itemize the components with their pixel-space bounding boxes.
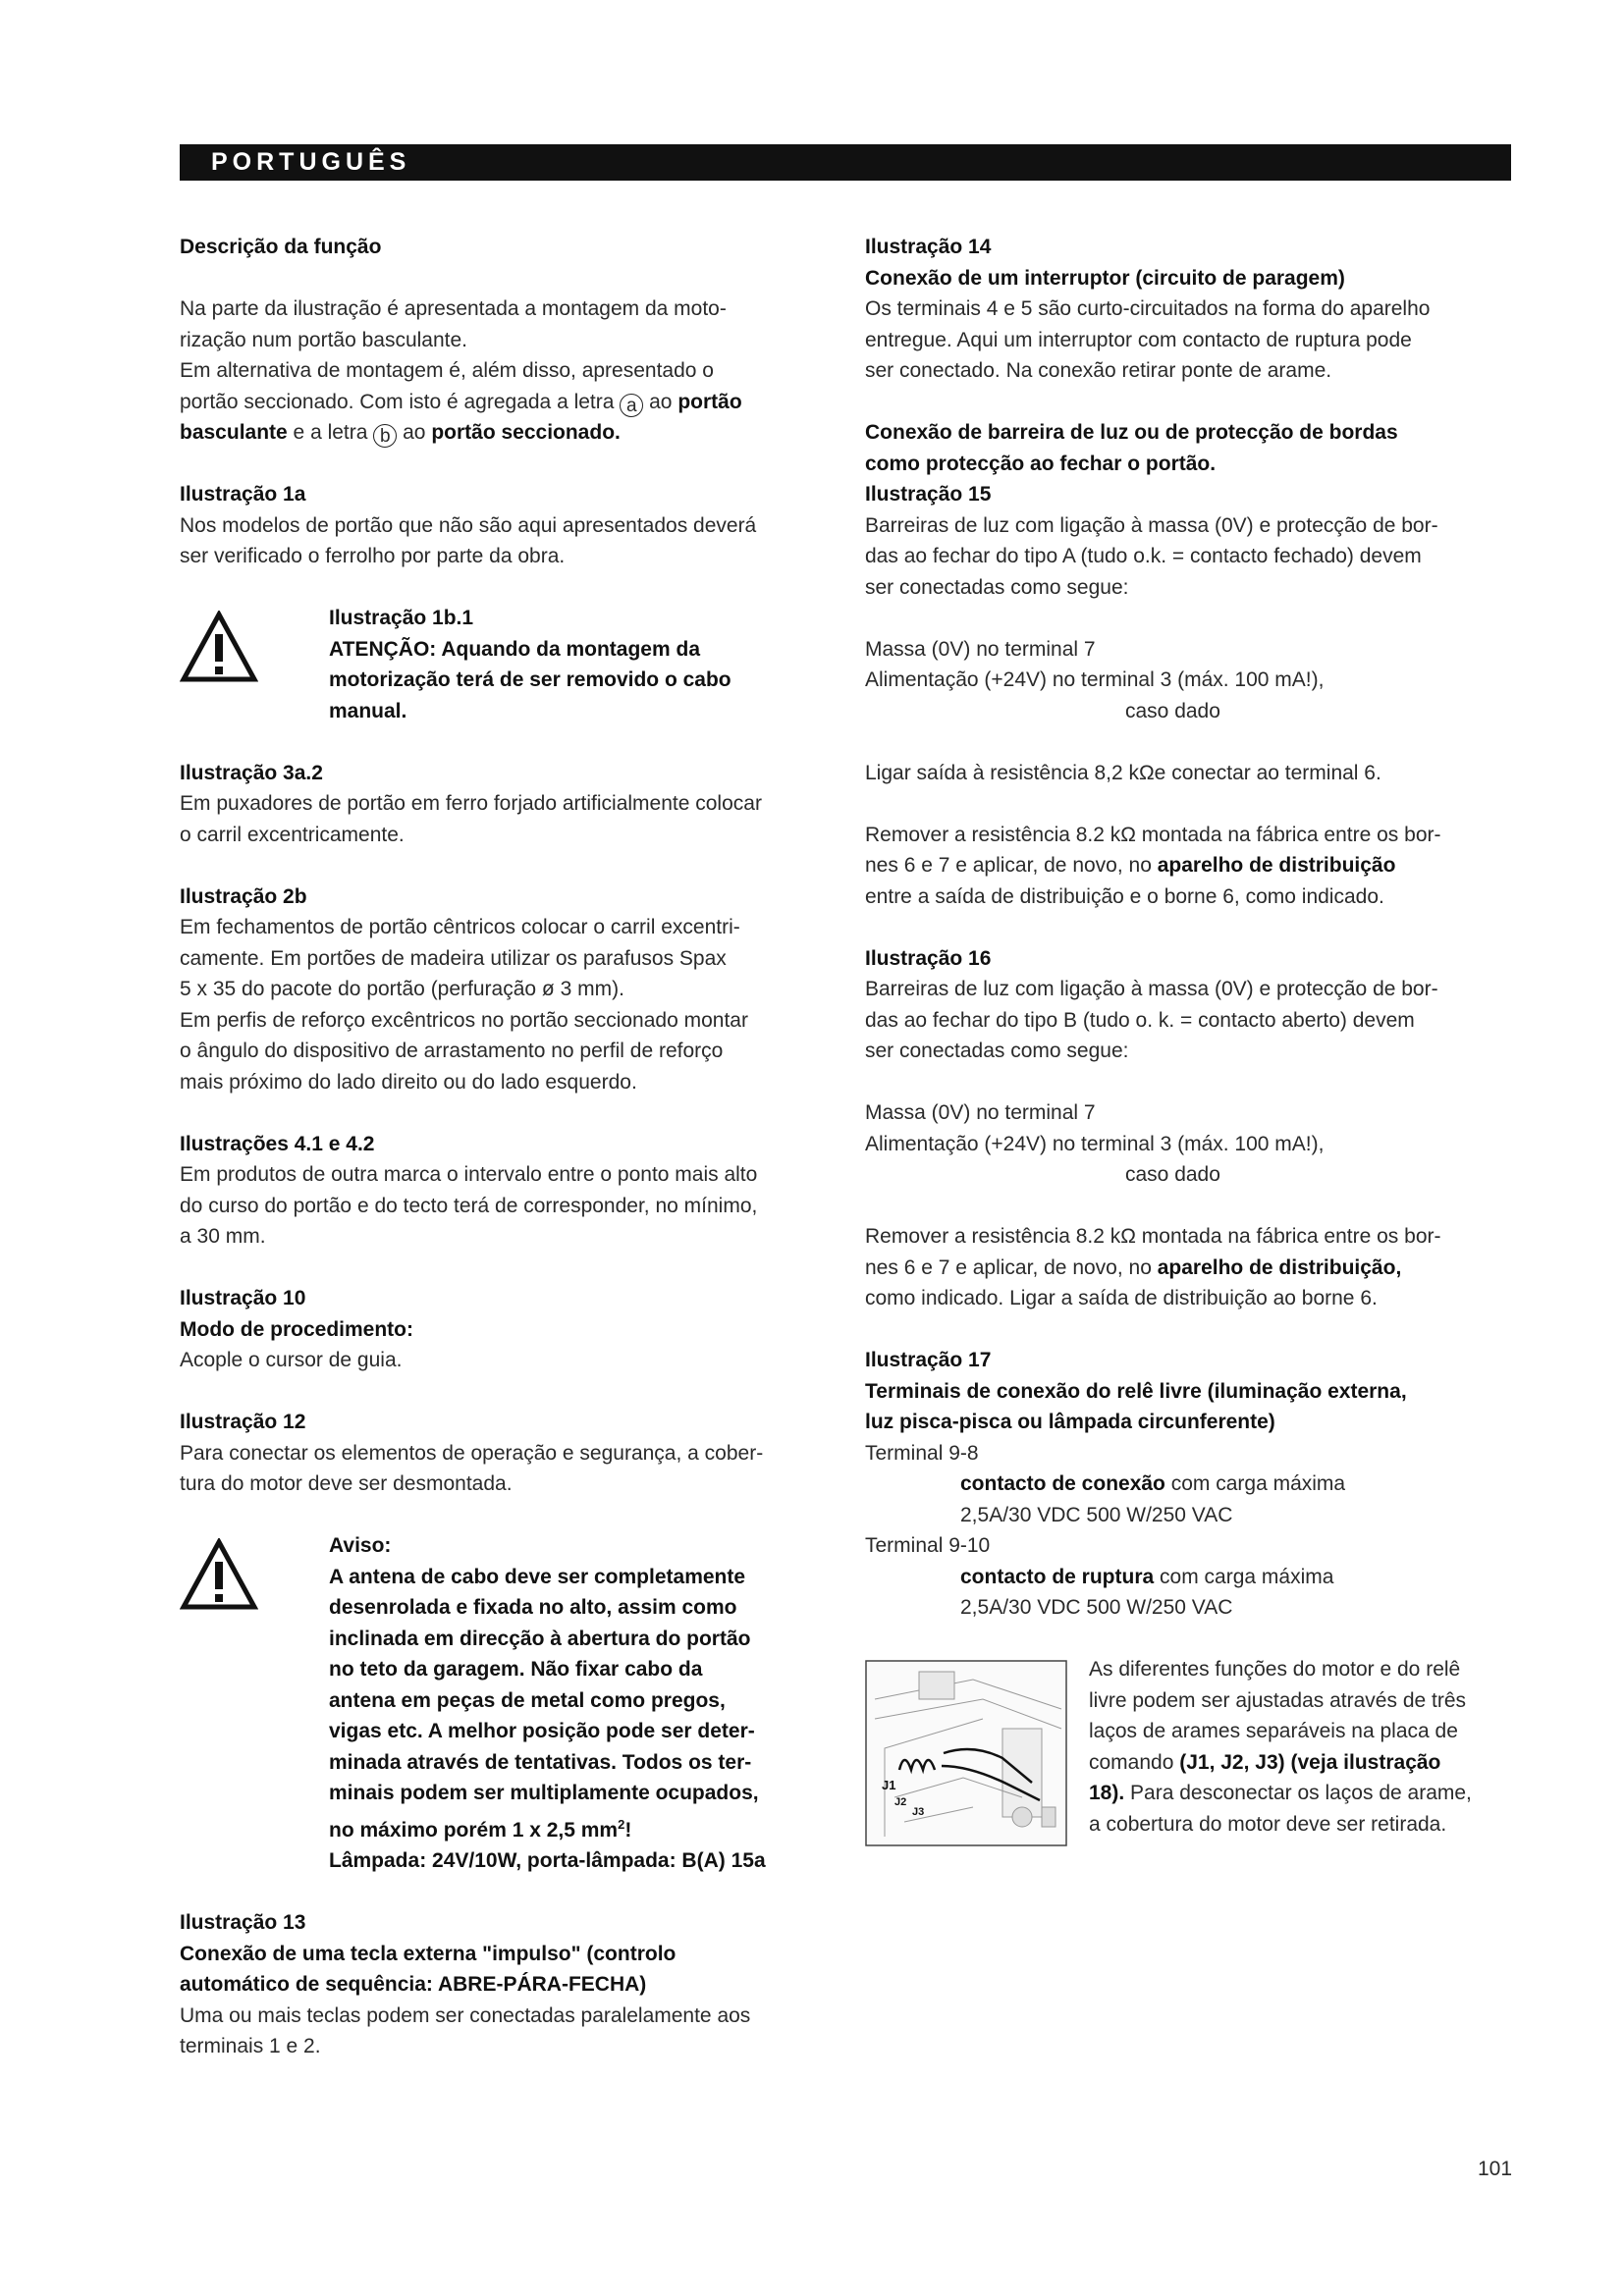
section-subheading: Conexão de um interruptor (circuito de paragem): [865, 266, 1345, 290]
section-subheading: luz pisca-pisca ou lâmpada circunferente): [865, 1411, 1275, 1433]
text-line: [180, 417, 828, 449]
warning-line: A antena de cabo deve ser completamente: [329, 1565, 746, 1588]
text-span: comando: [1089, 1750, 1180, 1774]
section-heading: Ilustração 1a: [180, 483, 306, 506]
text-line: Para conectar os elementos de operação e segurança, a cober-: [180, 1441, 764, 1465]
warning-line: desenrolada e fixada no alto, assim como: [329, 1596, 737, 1619]
text-line: camente. Em portões de madeira utilizar os parafusos Spax: [180, 946, 727, 970]
bold-span: portão: [677, 390, 742, 413]
terminal-list-b: [865, 1097, 1513, 1191]
section-illustration-3a2: [180, 758, 828, 851]
text-line: 2,5A/30 VDC 500 W/250 VAC: [960, 1596, 1233, 1619]
text-line: [1089, 1747, 1513, 1779]
section-illustration-12: [180, 1407, 828, 1500]
text-span: !: [624, 1818, 632, 1842]
figure-label-j3: J3: [912, 1806, 925, 1818]
text-line: ser verificado o ferrolho por parte da obra.: [180, 545, 566, 567]
warning-line: inclinada em direcção à abertura do portão: [329, 1627, 751, 1650]
text-line: Na parte da ilustração é apresentada a montagem da moto-: [180, 297, 727, 320]
section-illustrations-4: [180, 1129, 828, 1253]
text-line: laços de arames separáveis na placa de: [1089, 1720, 1458, 1742]
bold-span: portão seccionado.: [431, 421, 621, 444]
text-line: Remover a resistência 8.2 kΩ montada na fábrica entre os bor-: [865, 1225, 1441, 1248]
warning-line: Lâmpada: 24V/10W, porta-lâmpada: B(A) 15a: [329, 1849, 766, 1872]
text-span: com carga máxima: [1164, 1472, 1346, 1495]
text-line: 5 x 35 do pacote do portão (perfuração ø 3 mm).: [180, 978, 624, 1000]
warning-line: vigas etc. A melhor posição pode ser deter-: [329, 1720, 755, 1742]
text-span: com carga máxima: [1154, 1565, 1334, 1588]
section-heading: Ilustração 2b: [180, 884, 307, 908]
text-span: Para desconectar os laços de arame,: [1124, 1782, 1472, 1804]
section-antenna-warning: [180, 1530, 828, 1877]
resistor-removal-b: [865, 1221, 1513, 1314]
text-line: caso dado: [1125, 1163, 1220, 1186]
text-span: ao: [397, 421, 432, 444]
text-line: Uma ou mais teclas podem ser conectadas paralelamente aos: [180, 2003, 751, 2027]
text-line: ser conectado. Na conexão retirar ponte de arame.: [865, 359, 1332, 382]
terminal-list-a: [865, 634, 1513, 727]
text-line: tura do motor deve ser desmontada.: [180, 1472, 513, 1495]
section-function-description: [180, 232, 828, 449]
warning-line: minais podem ser multiplamente ocupados,: [329, 1782, 759, 1804]
bold-span: 18).: [1089, 1782, 1125, 1804]
text-line: Em produtos de outra marca o intervalo entre o ponto mais alto: [180, 1163, 758, 1186]
section-illustration-1a: [180, 479, 828, 572]
text-line: livre podem ser ajustadas através de três: [1089, 1688, 1467, 1712]
section-heading: Ilustração 14: [865, 236, 992, 258]
banner-title: PORTUGUÊS: [211, 148, 411, 176]
text-line: Acople o cursor de guia.: [180, 1349, 403, 1371]
resistor-removal-a: [865, 820, 1513, 913]
warning-line: manual.: [329, 699, 407, 722]
text-line: Ligar saída à resistência 8,2 kΩe conectar ao terminal 6.: [865, 761, 1381, 784]
text-span: portão seccionado. Com isto é agregada a letra: [180, 390, 621, 413]
text-line: As diferentes funções do motor e do relê: [1089, 1658, 1461, 1681]
text-line: Terminal 9-10: [865, 1534, 991, 1557]
text-line: o carril excentricamente.: [180, 823, 405, 846]
warning-line: no teto da garagem. Não fixar cabo da: [329, 1658, 703, 1681]
text-line: Alimentação (+24V) no terminal 3 (máx. 100 mA!),: [865, 668, 1325, 691]
section-subheading: Conexão de uma tecla externa "impulso" (controlo: [180, 1942, 677, 1965]
text-line: Massa (0V) no terminal 7: [865, 637, 1096, 661]
section-illustration-10: [180, 1283, 828, 1376]
text-span: ao: [643, 390, 678, 413]
text-line: ser conectadas como segue:: [865, 1040, 1129, 1062]
text-line: mais próximo do lado direito ou do lado esquerdo.: [180, 1070, 637, 1094]
text-span: nes 6 e 7 e aplicar, de novo, no: [865, 854, 1158, 877]
text-line: entregue. Aqui um interruptor com contacto de ruptura pode: [865, 328, 1412, 351]
circle-letter-b: b: [373, 424, 397, 448]
bold-span: (J1, J2, J3) (veja ilustração: [1179, 1750, 1441, 1774]
jumper-section: [865, 1654, 1513, 1846]
text-line: [1089, 1778, 1513, 1809]
section-illustration-1b1: [180, 603, 828, 726]
bold-span: contacto de conexão: [960, 1472, 1165, 1495]
section-heading: como protecção ao fechar o portão.: [865, 452, 1217, 475]
circle-letter-a: a: [620, 394, 643, 417]
text-line: caso dado: [1125, 699, 1220, 722]
warning-line: ATENÇÃO: Aquando da montagem da: [329, 637, 700, 661]
text-line: terminais 1 e 2.: [180, 2035, 321, 2057]
text-line: Barreiras de luz com ligação à massa (0V) e protecção de bor-: [865, 978, 1438, 1000]
bold-span: contacto de ruptura: [960, 1565, 1155, 1588]
text-line: Terminal 9-8: [865, 1441, 979, 1465]
text-line: [180, 387, 828, 418]
page-number: 101: [1478, 2158, 1513, 2180]
text-span: e a letra: [287, 421, 374, 444]
section-illustration-15: [865, 417, 1513, 603]
text-line: o ângulo do dispositivo de arrastamento no perfil de reforço: [180, 1040, 724, 1062]
section-heading: Ilustração 17: [865, 1349, 992, 1371]
text-line: [865, 1562, 1513, 1593]
text-line: Em fechamentos de portão cêntricos colocar o carril excentri-: [180, 916, 740, 938]
bold-span: aparelho de distribuição,: [1157, 1255, 1402, 1279]
text-line: Em puxadores de portão em ferro forjado artificialmente colocar: [180, 792, 762, 815]
superscript: 2: [618, 1816, 625, 1832]
text-span: nes 6 e 7 e aplicar, de novo, no: [865, 1255, 1158, 1279]
text-line: Em alternativa de montagem é, além disso, apresentado o: [180, 359, 714, 382]
figure-label-j1: J1: [882, 1778, 896, 1792]
section-heading: Ilustração 16: [865, 946, 992, 970]
text-line: entre a saída de distribuição e o borne 6, como indicado.: [865, 884, 1384, 908]
text-line: [865, 1468, 1513, 1500]
section-subheading: Modo de procedimento:: [180, 1317, 413, 1341]
circuit-board-figure: [865, 1660, 1067, 1846]
section-heading: Ilustração 3a.2: [180, 761, 323, 784]
right-column: [865, 232, 1513, 1878]
warning-line: minada através de tentativas. Todos os ter-: [329, 1750, 752, 1774]
section-subheading: Terminais de conexão do relê livre (iluminação externa,: [865, 1379, 1407, 1403]
warning-icon: [180, 1530, 329, 1621]
section-heading: Conexão de barreira de luz ou de protecção de bordas: [865, 421, 1398, 444]
section-heading: Ilustração 10: [180, 1287, 306, 1309]
text-line: a 30 mm.: [180, 1225, 266, 1248]
text-line: 2,5A/30 VDC 500 W/250 VAC: [960, 1503, 1233, 1526]
section-illustration-16: [865, 943, 1513, 1067]
section-heading: Ilustração 12: [180, 1411, 306, 1433]
text-line: [865, 1253, 1513, 1284]
text-line: Alimentação (+24V) no terminal 3 (máx. 100 mA!),: [865, 1132, 1325, 1155]
text-line: Nos modelos de portão que não são aqui apresentados deverá: [180, 513, 757, 537]
section-heading: Aviso:: [329, 1534, 392, 1557]
text-line: das ao fechar do tipo A (tudo o.k. = contacto fechado) devem: [865, 545, 1422, 567]
text-line: [865, 850, 1513, 881]
text-line: das ao fechar do tipo B (tudo o. k. = contacto aberto) devem: [865, 1008, 1415, 1032]
section-illustration-17: [865, 1345, 1513, 1624]
bold-span: aparelho de distribuição: [1157, 854, 1396, 877]
section-illustration-2b: [180, 881, 828, 1098]
section-heading: Ilustração 15: [865, 483, 992, 506]
language-banner: [180, 144, 1511, 181]
text-span: no máximo porém 1 x 2,5 mm: [329, 1818, 619, 1842]
section-illustration-13: [180, 1907, 828, 2062]
text-line: a cobertura do motor deve ser retirada.: [1089, 1812, 1447, 1836]
warning-icon: [180, 603, 329, 693]
warning-line: motorização terá de ser removido o cabo: [329, 668, 731, 691]
text-line: Remover a resistência 8.2 kΩ montada na fábrica entre os bor-: [865, 823, 1441, 846]
text-line: do curso do portão e do tecto terá de corresponder, no mínimo,: [180, 1194, 758, 1217]
text-line: Os terminais 4 e 5 são curto-circuitados na forma do aparelho: [865, 297, 1431, 320]
text-line: Em perfis de reforço excêntricos no portão seccionado montar: [180, 1008, 748, 1032]
text-line: rização num portão basculante.: [180, 328, 468, 351]
warning-line: [329, 1809, 828, 1846]
warning-line: antena em peças de metal como pregos,: [329, 1688, 726, 1712]
section-illustration-14: [865, 232, 1513, 387]
section-subheading: automático de sequência: ABRE-PÁRA-FECHA): [180, 1973, 647, 1996]
text-line: Massa (0V) no terminal 7: [865, 1101, 1096, 1124]
section-heading: Descrição da função: [180, 236, 382, 258]
figure-label-j2: J2: [894, 1796, 907, 1808]
bold-span: basculante: [180, 421, 288, 444]
section-heading: Ilustração 13: [180, 1911, 306, 1934]
text-line: ser conectadas como segue:: [865, 575, 1129, 599]
text-line: como indicado. Ligar a saída de distribuição ao borne 6.: [865, 1287, 1378, 1309]
section-heading: Ilustrações 4.1 e 4.2: [180, 1132, 375, 1155]
section-heading: Ilustração 1b.1: [329, 607, 474, 629]
resistor-note: [865, 758, 1513, 789]
text-line: Barreiras de luz com ligação à massa (0V) e protecção de bor-: [865, 513, 1438, 537]
left-column: [180, 232, 828, 2062]
